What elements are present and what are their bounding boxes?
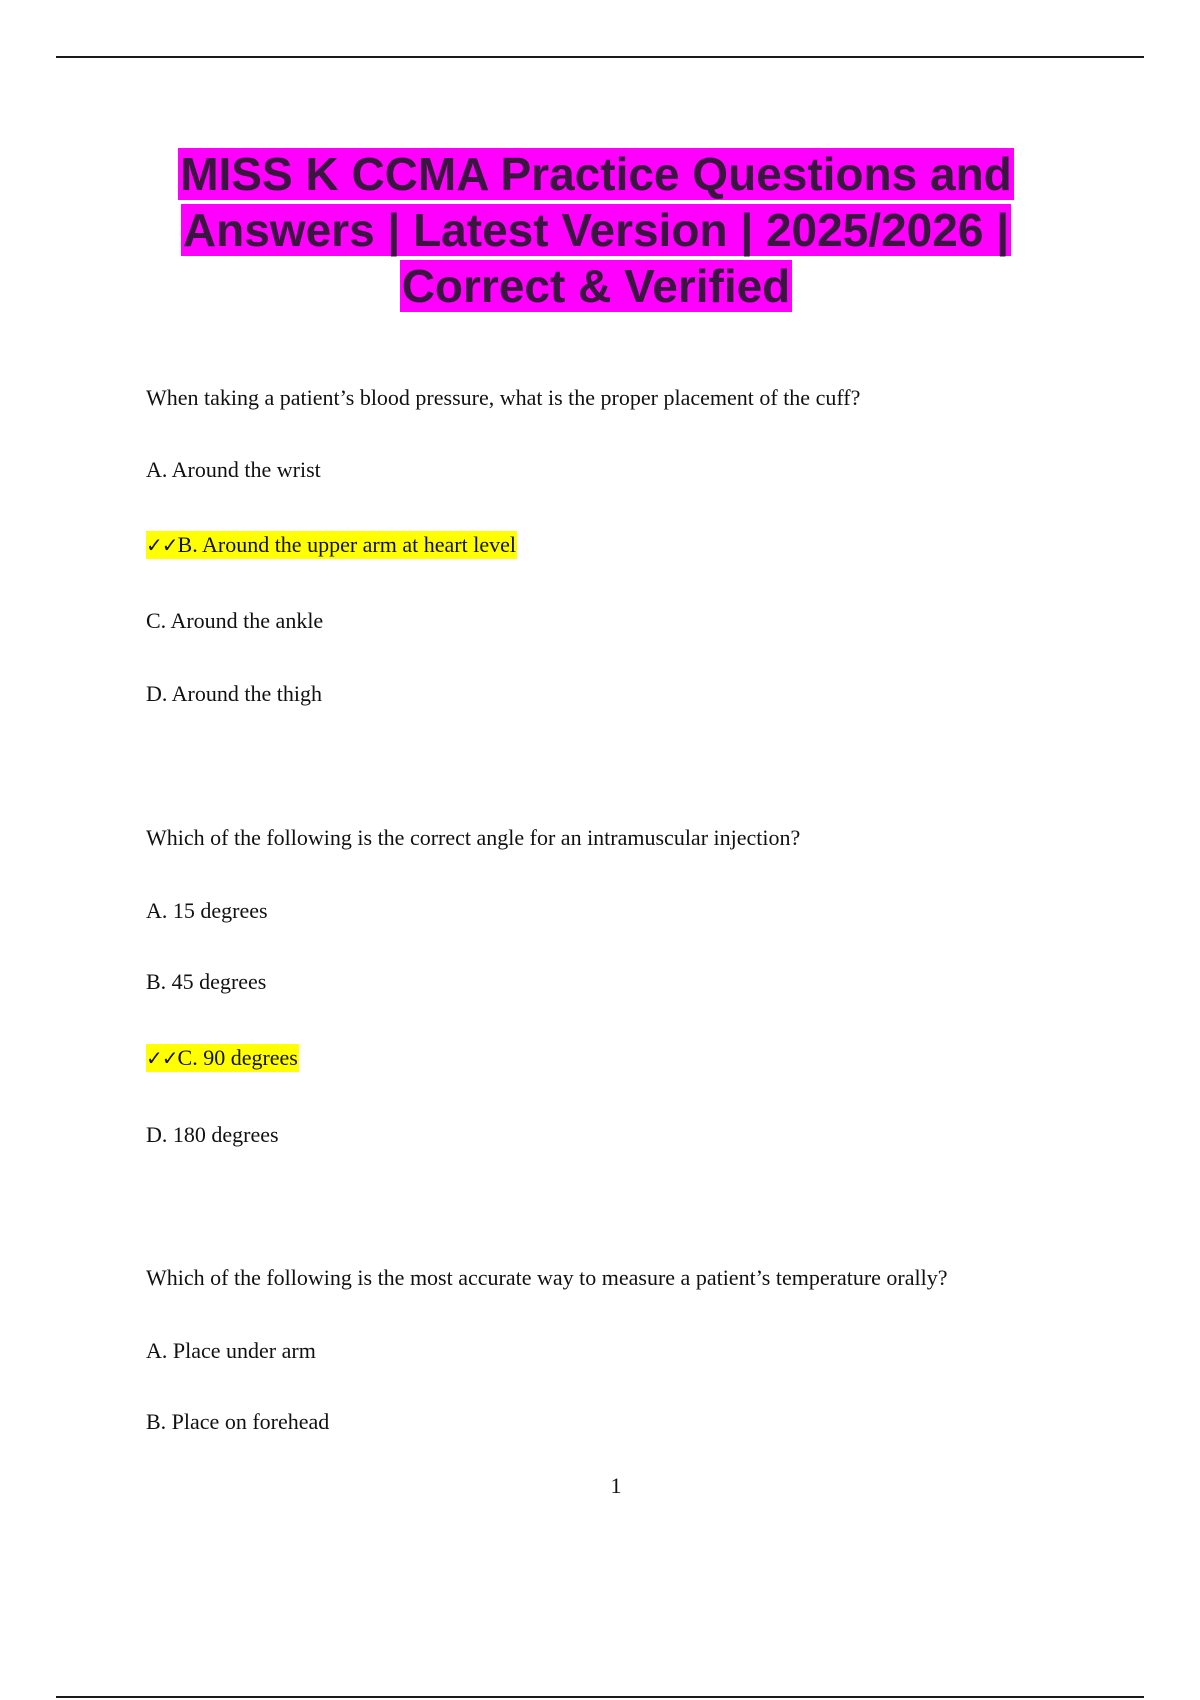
question-1-prompt: When taking a patient’s blood pressure, what is the proper placement of the cuff? xyxy=(146,385,861,410)
question-3-option-b: B. Place on forehead xyxy=(146,1409,330,1434)
question-3-option-a: A. Place under arm xyxy=(146,1338,316,1363)
question-3-prompt: Which of the following is the most accurate way to measure a patient’s temperature orally? xyxy=(146,1265,948,1290)
bottom-rule xyxy=(56,1696,1144,1698)
question-2-option-c-text: C. 90 degrees xyxy=(177,1045,298,1070)
double-check-icon: ✓✓ xyxy=(146,533,178,557)
correct-answer-highlight xyxy=(146,1044,299,1072)
question-2-option-b: B. 45 degrees xyxy=(146,969,267,994)
question-1-option-b xyxy=(146,531,517,559)
question-2-option-c xyxy=(146,1044,299,1072)
question-2-option-d: D. 180 degrees xyxy=(146,1122,279,1147)
title-text: MISS K CCMA Practice Questions and Answers | Latest Version | 2025/2026 | Correct & Verified xyxy=(180,148,1012,312)
question-1-option-a: A. Around the wrist xyxy=(146,457,321,482)
question-2-option-a: A. 15 degrees xyxy=(146,898,268,923)
question-1-option-c: C. Around the ankle xyxy=(146,608,324,633)
question-1-option-b-text: B. Around the upper arm at heart level xyxy=(177,532,516,557)
question-2-prompt: Which of the following is the correct angle for an intramuscular injection? xyxy=(146,825,801,850)
top-rule xyxy=(56,56,1144,58)
document-title xyxy=(130,146,1062,314)
double-check-icon: ✓✓ xyxy=(146,1046,178,1070)
page-number: 1 xyxy=(610,1473,622,1498)
question-1-option-d: D. Around the thigh xyxy=(146,681,322,706)
correct-answer-highlight xyxy=(146,531,517,559)
